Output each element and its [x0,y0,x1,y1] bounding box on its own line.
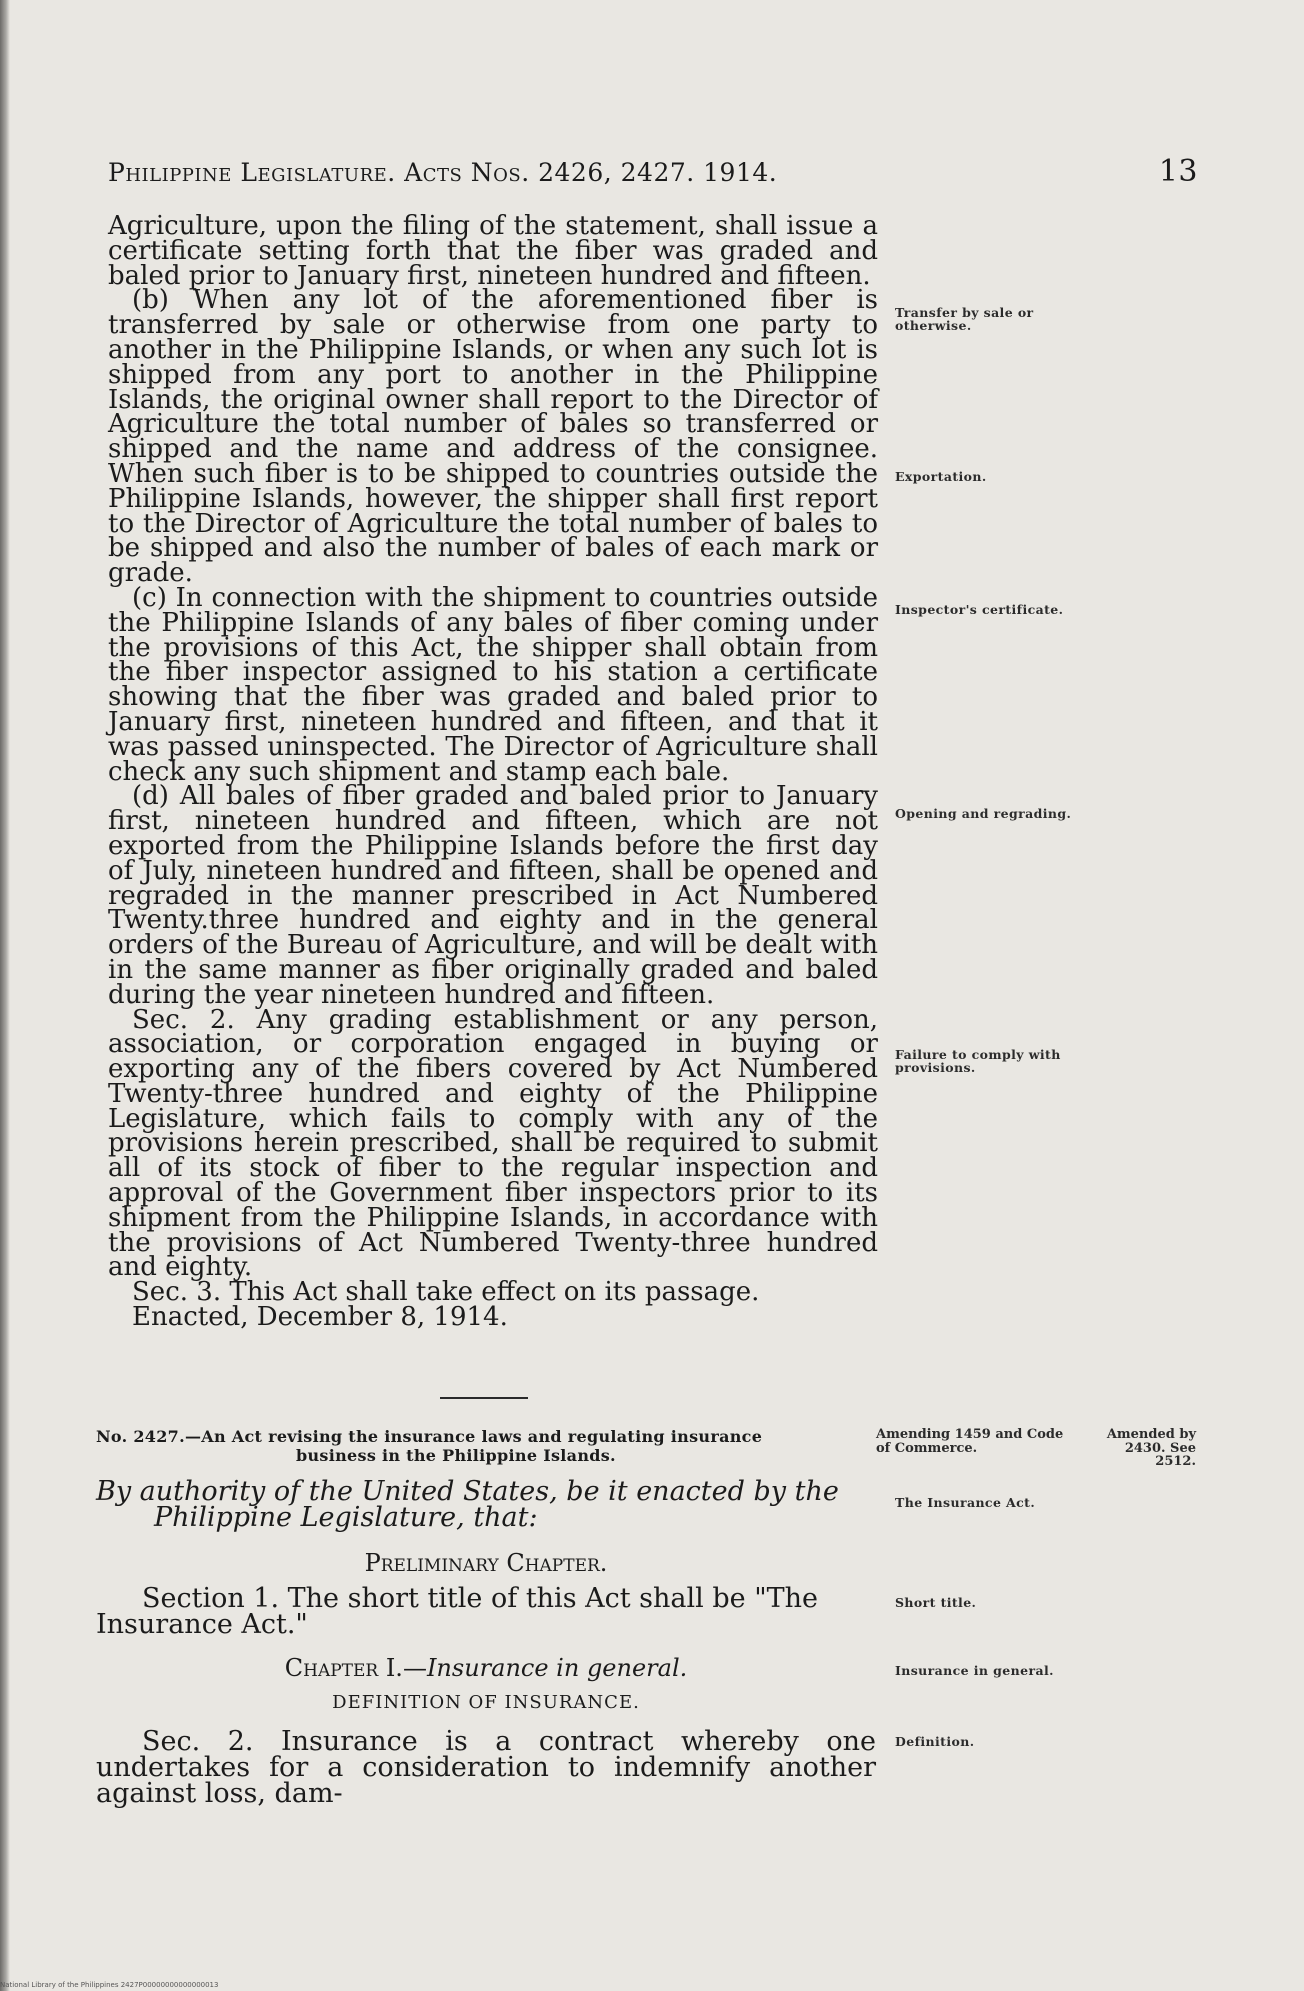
section-3-paragraph: Sec. 3. This Act shall take effect on its passage. [132,1277,760,1308]
paragraph-b: (b) When any lot of the aforementioned fiber is transferred by sale or otherwise from one party to another in the Philippine Islands, or when any such lot is shipped from any port to another in the Philippine Islands, the original owner shall report to the Director of Agriculture the total number of bales so transferred or shipped and the name and address of the consignee. When such fiber is to be shipped to countries outside the Philippine Islands, however, the shipper shall first report to the Director of Agriculture the total number of bales to be shipped and also the number of bales of each mark or grade. [108,285,878,589]
margin-note-inspector: Inspector's certificate. [895,602,1064,617]
section-divider [440,1397,528,1399]
preliminary-chapter-heading: Preliminary Chapter. [364,1549,608,1577]
margin-note-insurance-act: The Insurance Act. [895,1495,1036,1510]
chapter-1-prefix: Chapter I.— [284,1653,427,1682]
margin-note-transfer: Transfer by sale or otherwise. [895,305,1034,333]
section-1: Section 1. The short title of this Act shall be "The Insurance Act." [96,1582,819,1640]
page-number: 13 [1158,154,1198,189]
margin-note-insurance-general: Insurance in general. [895,1663,1054,1678]
margin-note-definition: Definition. [895,1734,975,1749]
running-head: Philippine Legislature. Acts Nos. 2426, 2427. 1914. [108,158,778,187]
enacting-clause [96,1476,876,1533]
chapter-1-title: Insurance in general. [426,1653,688,1682]
definition-heading: DEFINITION OF INSURANCE. [332,1691,640,1713]
section-2-insurance: Sec. 2. Insurance is a contract whereby one undertakes for a consideration to indemnify another against loss, dam- [96,1726,876,1810]
scan-footer: National Library of the Philippines 2427P00000000000000013 [0,1981,219,1989]
amend-note-right: Amended by 2430. See 2512. [1106,1427,1196,1469]
enacting-line2: Philippine Legislature, that: [154,1502,538,1533]
enacted-date: Enacted, December 8, 1914. [132,1302,508,1333]
margin-note-exportation: Exportation. [895,469,987,484]
book-spine-shadow [0,0,10,1991]
act-title-line2: business in the Philippine Islands. [296,1446,616,1465]
act-title-line1: No. 2427.—An Act revising the insurance laws and regulating insurance [96,1427,763,1446]
amend-note [876,1427,1196,1469]
margin-note-failure: Failure to comply with provisions. [895,1047,1061,1075]
margin-note-opening: Opening and regrading. [895,806,1072,821]
paragraph-d: (d) All bales of fiber graded and baled prior to January first, nineteen hundred and fifteen, which are not exported from the Philippine Islands before the first day of July, nineteen hundred and fifteen, shall be opened and regraded in the manner prescribed in Act Numbered Twenty.three hundred and eighty and in the general orders of the Bureau of Agriculture, and will be dealt with in the same manner as fiber originally graded and baled during the year nineteen hundred and fifteen. [108,781,878,1010]
main-text-column [108,211,878,1333]
act-title [96,1427,876,1465]
section-2-paragraph: Sec. 2. Any grading establishment or any person, association, or corporation engaged in buying or exporting any of the fibers covered by Act Numbered Twenty-three hundred and eighty of the Philippine Legislature, which fails to comply with any of the provisions herein prescribed, shall be required to submit all of its stock of fiber to the regular inspection and approval of the Government fiber inspectors prior to its shipment from the Philippine Islands, in accordance with the provisions of Act Numbered Twenty-three hundred and eighty. [108,1004,878,1283]
amend-note-left: Amending 1459 and Code of Commerce. [876,1427,1064,1456]
paragraph-c: (c) In connection with the shipment to countries outside the Philippine Islands of any bales of fiber coming under the provisions of this Act, the shipper shall obtain from the fiber inspector assigned to his station a certificate showing that the fiber was graded and baled prior to January first, nineteen hundred and fifteen, and that it was passed uninspected. The Director of Agriculture shall check any such shipment and stamp each bale. [108,582,878,787]
chapter-1-heading [96,1653,876,1682]
running-header [108,154,1198,189]
act-2427-block [96,1427,876,1810]
margin-note-short-title: Short title. [895,1595,977,1610]
enacting-line1: By authority of the United States, be it enacted by the [96,1476,839,1507]
paragraph-continuation: Agriculture, upon the filing of the statement, shall issue a certificate setting forth that the fiber was graded and baled prior to January first, nineteen hundred and fifteen. [108,211,878,291]
